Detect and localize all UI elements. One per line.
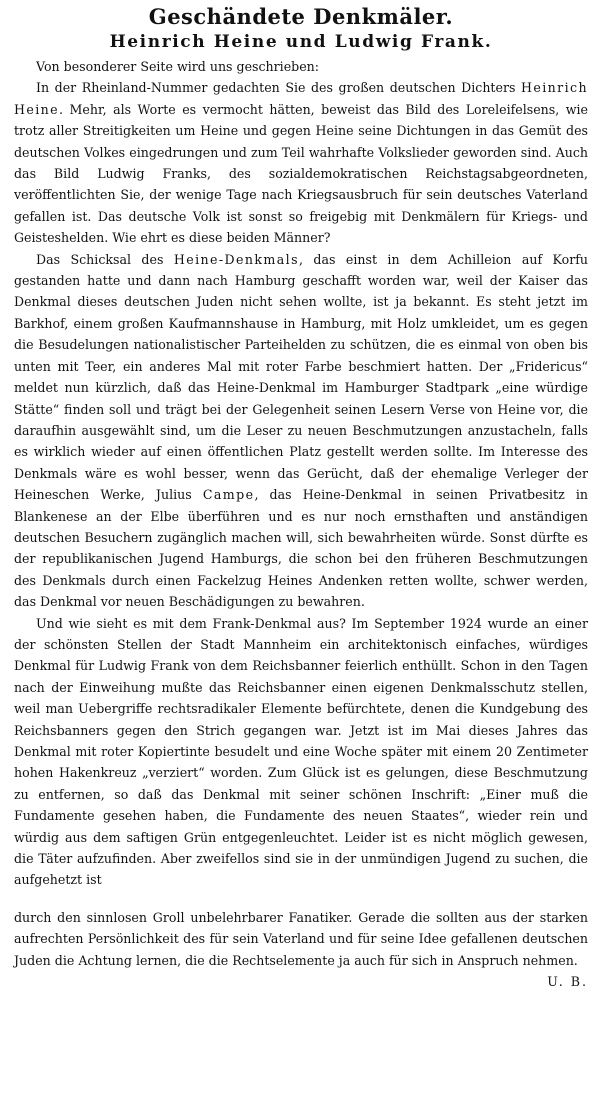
paragraph-1-text-b: . Mehr, als Worte es vermocht hätten, beweist das Bild des Loreleifelsens, wie trotz aller Streitigkeiten um Heine und gegen Heine seine Dichtungen in das Gemüt des deutschen Volkes eingedrungen und zum Teil wahrhafte Volkslieder geworden sind. Auch das Bild Ludwig Franks, des sozialdemokratischen Reichstagsabgeordneten, veröffentlichten Sie, der wenige Tage nach Kriegsausbruch für sein deutsches Vaterland gefallen ist. Das deutsche Volk ist sonst so freigebig mit Denkmälern für Kriegs- und Geisteshelden. Wie ehrt es diese beiden Männer?	[14, 101, 588, 246]
heine-name: Heinrich Heine	[14, 80, 588, 117]
heine-denkmal-name: Heine-Denkmals	[173, 251, 299, 267]
article-title: Geschändete Denkmäler.	[148, 4, 454, 29]
paragraph-2-text-b: , das einst in dem Achilleion auf Korfu gestanden hatte und dann nach Hamburg geschafft worden war, weil der Kaiser das Denkmal dieses deutschen Juden nicht sehen wollte, ist ja bekannt. Es steht jetzt im Barkhof, einem großen Kaufmannshause in Hamburg, mit Holz umkleidet, um es gegen die Besudelungen nationalistischer Parteihelden zu schützen, die es einmal von oben bis unten mit Teer, ein anderes Mal mit roter Farbe beschmiert hatten. Der „Fridericus“ meldet nun kürzlich, daß das Heine-Denkmal im Hamburger Stadtpark „eine würdige Stätte“ finden soll und trägt bei der Gelegenheit seinen Lesern Verse von Heine vor, die daraufhin ausgewählt sind, um die Leser zu neuen Beschmutzungen anzustacheln, falls es wirklich wieder auf einen öffentlichen Platz gestellt werden sollte. Im Interesse des Denkmals wäre es wohl besser, wenn das Gerücht, daß der ehemalige Verleger der Heineschen Werke, Julius	[14, 251, 589, 503]
paragraph-1	[14, 77, 588, 248]
paragraph-2-text-c: , das Heine-Denkmal in seinen Privatbesitz in Blankenese an der Elbe überführen und es nur noch ernsthaften und anständigen deutschen Besuchern zugänglich machen will, sich bewahrheiten würde. Sonst dürfte es der republikanischen Jugend Hamburgs, die schon bei den früheren Beschmutzungen des Denkmals durch einen Fackelzug Heines Andenken retten wollte, schwer werden, das Denkmal vor neuen Beschädigungen zu bewahren.	[14, 487, 588, 610]
signature: U. B.	[547, 974, 588, 990]
paragraph-3: Und wie sieht es mit dem Frank-Denkmal aus? Im September 1924 wurde an einer der schönsten Stellen der Stadt Mannheim ein architektonisch einfaches, würdiges Denkmal für Ludwig Frank von dem Reichsbanner feierlich enthüllt. Schon in den Tagen nach der Einweihung mußte das Reichsbanner einen eigenen Denkmalsschutz stellen, weil man Uebergriffe rechtsradikaler Elemente befürchtete, denen die Kundgebung des Reichsbanners gegen den Strich gegangen war. Jetzt ist im Mai dieses Jahres das Denkmal mit roter Kopiertinte besudelt und eine Woche später mit einem 20 Zentimeter hohen Hakenkreuz „verziert“ worden. Zum Glück ist es gelungen, diese Beschmutzung zu entfernen, so daß das Denkmal mit seiner schönen Inschrift: „Einer muß die Fundamente gesehen haben, die Fundamente des neuen Staates“, wieder rein und würdig aus dem saftigen Grün entgegenleuchtet. Leider ist es nicht möglich gewesen, die Täter aufzufinden. Aber zweifellos sind sie in der unmündigen Jugend zu suchen, die aufgehetzt ist	[14, 615, 588, 888]
paragraph-2	[14, 249, 588, 613]
campe-name: Campe	[202, 487, 255, 503]
intro-line: Von besonderer Seite wird uns geschrieben:	[36, 59, 320, 74]
paragraph-4-text: durch den sinnlosen Groll unbelehrbarer Fanatiker. Gerade die sollten aus der starken aufrechten Persönlichkeit des für sein Vaterland und für seine Idee gefallenen deutschen Juden die Achtung lernen, die die Rechtselemente ja auch für sich in Anspruch nehmen.	[14, 909, 588, 968]
paragraph-1-text-a: In der Rheinland-Nummer gedachten Sie des großen deutschen Dichters	[36, 80, 521, 96]
paragraph-2-text-a: Das Schicksal des	[36, 251, 174, 267]
article-subtitle: Heinrich Heine und Ludwig Frank.	[109, 32, 493, 52]
paragraph-4	[14, 907, 588, 990]
column-gap	[14, 891, 588, 907]
